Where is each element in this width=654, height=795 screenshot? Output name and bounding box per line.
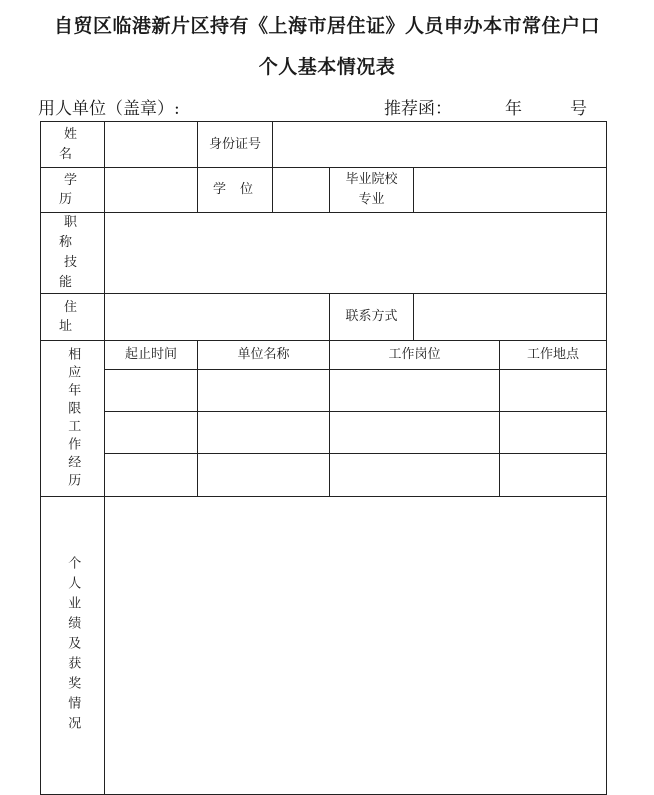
work-row3-period[interactable] bbox=[105, 454, 198, 497]
degree-label-cell bbox=[198, 168, 273, 213]
name-label-cell bbox=[41, 122, 105, 168]
contact-label-cell bbox=[330, 294, 414, 341]
id-number-field[interactable] bbox=[273, 122, 607, 168]
basic-info-table bbox=[40, 121, 607, 795]
title-skill-label-cell bbox=[41, 213, 105, 294]
work-col-employer: 单位名称 bbox=[198, 341, 330, 370]
work-row2-position[interactable] bbox=[330, 412, 500, 454]
education-field[interactable] bbox=[105, 168, 198, 213]
major-label: 专业 bbox=[358, 192, 385, 207]
form-title-line1: 自贸区临港新片区持有《上海市居住证》人员申办本市常住户口 bbox=[53, 15, 600, 37]
degree-label: 学位 bbox=[212, 182, 267, 198]
work-col-position: 工作岗位 bbox=[330, 341, 500, 370]
work-history-label-cell bbox=[41, 341, 105, 497]
title-skill-field[interactable] bbox=[105, 213, 607, 294]
id-number-label: 身份证号 bbox=[208, 136, 261, 152]
contact-label: 联系方式 bbox=[345, 309, 398, 325]
number-label: 号 bbox=[570, 99, 587, 119]
recommendation-letter-label: 推荐函： bbox=[384, 99, 452, 119]
school-major-field[interactable] bbox=[414, 168, 607, 213]
work-row1-employer[interactable] bbox=[198, 370, 330, 412]
name-field[interactable] bbox=[105, 122, 198, 168]
skill-label: 技能 bbox=[58, 255, 91, 290]
work-col-period: 起止时间 bbox=[105, 341, 198, 370]
work-row2-period[interactable] bbox=[105, 412, 198, 454]
degree-field[interactable] bbox=[273, 168, 330, 213]
work-row1-period[interactable] bbox=[105, 370, 198, 412]
address-field[interactable] bbox=[105, 294, 330, 341]
achievement-label: 个人业绩及获奖情况 bbox=[65, 555, 81, 736]
work-row3-position[interactable] bbox=[330, 454, 500, 497]
achievement-label-cell bbox=[41, 497, 105, 795]
work-history-label: 相应年限工作经历 bbox=[65, 346, 81, 491]
work-row1-location[interactable] bbox=[500, 370, 607, 412]
id-label-cell bbox=[198, 122, 273, 168]
work-row2-location[interactable] bbox=[500, 412, 607, 454]
employer-stamp-label: 用人单位（盖章）: bbox=[38, 99, 180, 119]
work-row2-employer[interactable] bbox=[198, 412, 330, 454]
work-row3-location[interactable] bbox=[500, 454, 607, 497]
form-title-line2: 个人基本情况表 bbox=[258, 56, 396, 78]
work-row1-position[interactable] bbox=[330, 370, 500, 412]
year-label: 年 bbox=[505, 99, 522, 119]
education-label-cell bbox=[41, 168, 105, 213]
achievement-field[interactable] bbox=[105, 497, 607, 795]
address-label: 住址 bbox=[58, 299, 91, 334]
contact-field[interactable] bbox=[414, 294, 607, 341]
name-label: 姓名 bbox=[58, 127, 91, 162]
school-label: 毕业院校 bbox=[345, 172, 398, 187]
education-label: 学历 bbox=[58, 172, 91, 207]
professional-title-label: 职称 bbox=[58, 215, 91, 250]
address-label-cell bbox=[41, 294, 105, 341]
work-row3-employer[interactable] bbox=[198, 454, 330, 497]
work-col-location: 工作地点 bbox=[500, 341, 607, 370]
school-label-cell bbox=[330, 168, 414, 213]
